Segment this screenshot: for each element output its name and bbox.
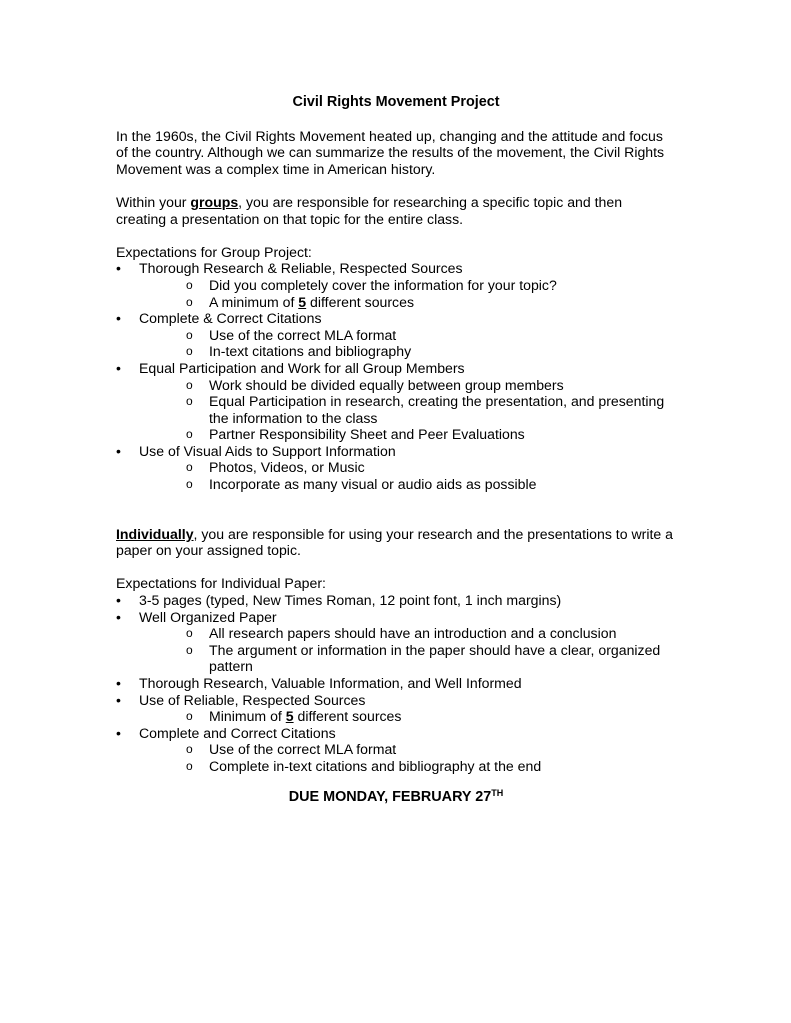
sub-bullet-marker: o (186, 626, 193, 641)
due-date-text: DUE MONDAY, FEBRUARY 27 (288, 788, 492, 805)
groups-emphasis: groups (190, 193, 239, 210)
sub-list-item (116, 476, 676, 493)
list-item-label: Use of Visual Aids to Support Information (139, 442, 396, 459)
sub-bullet-marker: o (186, 294, 193, 309)
list-item-label: Complete & Correct Citations (139, 310, 322, 327)
sub-list-item (116, 343, 676, 360)
list-item (116, 592, 676, 609)
list-item-label: Equal Participation and Work for all Group Members (139, 359, 465, 376)
sub-list-item-label: Complete in-text citations and bibliography at the end (209, 757, 542, 774)
sub-list-item-label: Incorporate as many visual or audio aids as possible (209, 476, 537, 493)
list-item (116, 609, 676, 626)
bullet-marker: • (116, 608, 121, 625)
sub-list-item-label: The argument or information in the paper should have a clear, organized pattern (209, 641, 661, 675)
sub-list-item (116, 393, 676, 426)
sub-list-item-label: Work should be divided equally between group members (209, 376, 564, 393)
intro-paragraph: In the 1960s, the Civil Rights Movement heated up, changing and the attitude and focus of the country. Although we can summarize the results of the movement, the Civil Rights Movement was a complex time in American history. (116, 127, 665, 177)
sub-list-item-label: In-text citations and bibliography (209, 343, 412, 360)
due-date (116, 789, 676, 806)
sub-bullet-marker: o (186, 477, 193, 492)
sub-list-item (116, 758, 676, 775)
sub-list-item-label: Use of the correct MLA format (209, 326, 397, 343)
sub-list-item (116, 377, 676, 394)
sub-list-item (116, 708, 676, 725)
sub-bullet-marker: o (186, 277, 193, 292)
sub-list-item-label: Did you completely cover the information for your topic? (209, 276, 557, 293)
bullet-marker: • (116, 592, 121, 609)
sub-bullet-marker: o (186, 642, 193, 657)
bullet-marker: • (116, 359, 121, 376)
individual-paragraph (116, 526, 676, 559)
list-item (116, 675, 676, 692)
sub-bullet-marker: o (186, 742, 193, 757)
sub-list-item-label: Minimum of (209, 708, 286, 725)
sub-list-item-label: Use of the correct MLA format (209, 741, 397, 758)
sub-list-item-label: Photos, Videos, or Music (209, 459, 365, 476)
sub-list-item (116, 277, 676, 294)
individual-after: , you are responsible for using your research and the presentations to write a paper on your assigned topic. (116, 525, 673, 559)
sub-list-item (116, 459, 676, 476)
groups-before: Within your (116, 193, 191, 210)
document-title: Civil Rights Movement Project (292, 94, 500, 110)
list-item (116, 310, 676, 327)
sub-list-item (116, 327, 676, 344)
minimum-sources-number: 5 (285, 708, 294, 725)
bullet-marker: • (116, 260, 121, 277)
sub-list-item-label: different sources (306, 293, 414, 310)
list-item (116, 725, 676, 742)
individual-expectations-heading: Expectations for Individual Paper: (116, 575, 326, 592)
bullet-marker: • (116, 691, 121, 708)
sub-bullet-marker: o (186, 377, 193, 392)
group-expectations-heading: Expectations for Group Project: (116, 243, 312, 260)
document-page (116, 93, 676, 805)
list-item-label: Thorough Research, Valuable Information, and Well Informed (139, 675, 522, 691)
group-expectations-list (116, 260, 676, 492)
sub-list-item (116, 426, 676, 443)
bullet-marker: • (116, 310, 121, 327)
sub-bullet-marker: o (186, 344, 193, 359)
sub-list-item-label: All research papers should have an introduction and a conclusion (209, 625, 617, 642)
sub-bullet-marker: o (186, 460, 193, 475)
list-item (116, 360, 676, 377)
list-item (116, 692, 676, 709)
sub-list-item-label: Equal Participation in research, creating the presentation, and presenting the information to the class (209, 393, 665, 426)
list-item-label: Use of Reliable, Respected Sources (139, 691, 366, 708)
groups-paragraph (116, 194, 676, 227)
bullet-marker: • (116, 724, 121, 741)
list-item-label: Thorough Research & Reliable, Respected Sources (139, 260, 463, 277)
groups-after: , you are responsible for researching a specific topic and then creating a presentation on that topic for the entire class. (116, 193, 623, 227)
individual-expectations-list (116, 592, 676, 775)
list-item (116, 260, 676, 277)
sub-bullet-marker: o (186, 327, 193, 342)
sub-bullet-marker: o (186, 394, 193, 409)
sub-list-item (116, 741, 676, 758)
sub-list-item (116, 294, 676, 311)
bullet-marker: • (116, 675, 121, 691)
list-item-label: Complete and Correct Citations (139, 724, 336, 741)
sub-list-item-label: A minimum of (209, 293, 299, 310)
individually-emphasis: Individually (116, 525, 194, 542)
sub-bullet-marker: o (186, 427, 193, 442)
list-item (116, 443, 676, 460)
sub-list-item-label: Partner Responsibility Sheet and Peer Evaluations (209, 426, 525, 443)
sub-bullet-marker: o (186, 709, 193, 724)
sub-list-item (116, 625, 676, 642)
minimum-sources-number: 5 (298, 293, 307, 310)
sub-list-item (116, 642, 676, 675)
bullet-marker: • (116, 442, 121, 459)
list-item-label: 3-5 pages (typed, New Times Roman, 12 point font, 1 inch margins) (139, 592, 562, 609)
list-item-label: Well Organized Paper (139, 608, 277, 625)
due-date-suffix: TH (491, 787, 504, 798)
sub-list-item-label: different sources (293, 708, 402, 725)
sub-bullet-marker: o (186, 758, 193, 773)
